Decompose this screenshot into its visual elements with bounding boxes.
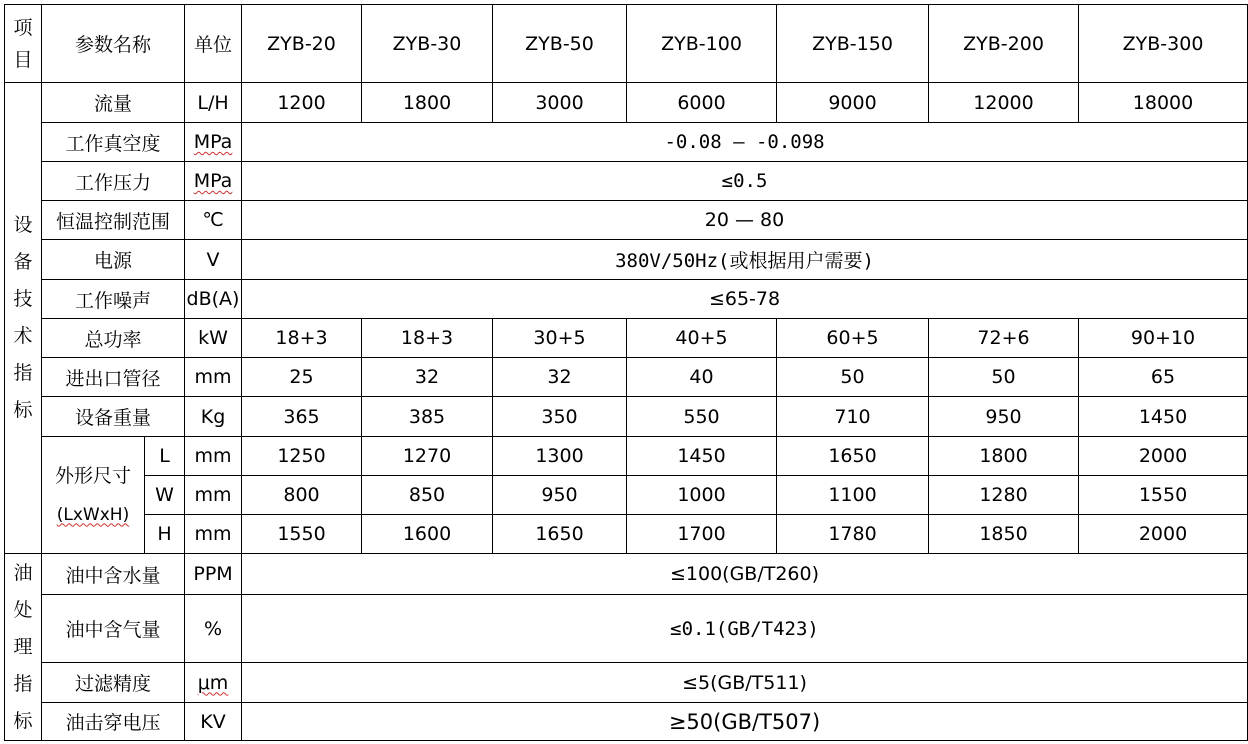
param-unit: PPM: [185, 554, 242, 595]
param-name: 工作压力: [42, 162, 185, 201]
value-cell: 18+3: [362, 319, 493, 358]
header-unit: 单位: [185, 5, 242, 83]
value-cell: 2000: [1079, 437, 1248, 476]
value-cell: 32: [493, 358, 627, 397]
param-name: 设备重量: [42, 397, 185, 437]
value-cell: 385: [362, 397, 493, 437]
value-cell: 50: [929, 358, 1079, 397]
value-cell: 12000: [929, 83, 1079, 123]
table-row: [5, 280, 1248, 319]
param-unit: KV: [185, 703, 242, 741]
param-unit: %: [185, 595, 242, 663]
param-name: 过滤精度: [42, 663, 185, 703]
value-cell: 1550: [1079, 476, 1248, 515]
value-cell: 710: [777, 397, 929, 437]
header-row: [5, 5, 1248, 83]
param-unit: mm: [185, 476, 242, 515]
table-row: [5, 201, 1248, 240]
value-cell: 1600: [362, 515, 493, 554]
value-cell: 1000: [627, 476, 777, 515]
value-cell: 3000: [493, 83, 627, 123]
dim-label: L: [145, 437, 185, 476]
value-cell: 1250: [242, 437, 362, 476]
value-cell: 40: [627, 358, 777, 397]
value-cell: 90+10: [1079, 319, 1248, 358]
table-row: [5, 162, 1248, 201]
value-cell: 72+6: [929, 319, 1079, 358]
param-unit: dB(A): [185, 280, 242, 319]
value-cell: 1780: [777, 515, 929, 554]
value-cell: 50: [777, 358, 929, 397]
table-row: [5, 595, 1248, 663]
value-cell: 1300: [493, 437, 627, 476]
param-name: 工作噪声: [42, 280, 185, 319]
param-name: 流量: [42, 83, 185, 123]
param-unit: μm: [185, 663, 242, 703]
param-name-dimensions: [42, 437, 145, 554]
value-cell: ≥50(GB/T507): [242, 703, 1248, 741]
spec-table: [4, 4, 1248, 741]
param-unit: mm: [185, 437, 242, 476]
header-model: ZYB-50: [493, 5, 627, 83]
table-row: [5, 554, 1248, 595]
dim-label: H: [145, 515, 185, 554]
value-cell: 950: [493, 476, 627, 515]
table-row: [5, 515, 1248, 554]
value-cell: 1650: [493, 515, 627, 554]
table-row: [5, 83, 1248, 123]
param-unit: mm: [185, 515, 242, 554]
value-cell: 800: [242, 476, 362, 515]
value-cell: 380V/50Hz(或根据用户需要): [242, 240, 1248, 280]
header-model: ZYB-20: [242, 5, 362, 83]
value-cell: 2000: [1079, 515, 1248, 554]
value-cell: ≤100(GB/T260): [242, 554, 1248, 595]
value-cell: 1700: [627, 515, 777, 554]
value-cell: 20 — 80: [242, 201, 1248, 240]
value-cell: ≤0.1(GB/T423): [242, 595, 1248, 663]
table-row: [5, 703, 1248, 741]
value-cell: ≤0.5: [242, 162, 1248, 201]
table-row: [5, 437, 1248, 476]
param-unit: ℃: [185, 201, 242, 240]
value-cell: 1270: [362, 437, 493, 476]
header-param: 参数名称: [42, 5, 185, 83]
dimensions-sub: (LxWxH): [56, 504, 130, 525]
table-row: [5, 319, 1248, 358]
group-oil: 油处理指标: [5, 554, 42, 741]
param-name: 油击穿电压: [42, 703, 185, 741]
param-unit: L/H: [185, 83, 242, 123]
value-cell: ≤5(GB/T511): [242, 663, 1248, 703]
param-unit: MPa: [185, 162, 242, 201]
value-cell: 40+5: [627, 319, 777, 358]
value-cell: 1800: [929, 437, 1079, 476]
value-cell: 850: [362, 476, 493, 515]
value-cell: 30+5: [493, 319, 627, 358]
table-row: [5, 663, 1248, 703]
header-model: ZYB-200: [929, 5, 1079, 83]
dimensions-label: 外形尺寸: [54, 464, 131, 487]
value-cell: 1850: [929, 515, 1079, 554]
param-name: 电源: [42, 240, 185, 280]
value-cell: 65: [1079, 358, 1248, 397]
param-name: 恒温控制范围: [42, 201, 185, 240]
table-row: [5, 358, 1248, 397]
param-unit: Kg: [185, 397, 242, 437]
value-cell: -0.08 — -0.098: [242, 123, 1248, 162]
table-row: [5, 123, 1248, 162]
value-cell: 32: [362, 358, 493, 397]
header-model: ZYB-300: [1079, 5, 1248, 83]
param-name: 油中含水量: [42, 554, 185, 595]
table-row: [5, 397, 1248, 437]
param-name: 总功率: [42, 319, 185, 358]
table-row: [5, 240, 1248, 280]
value-cell: 1450: [627, 437, 777, 476]
param-name: 工作真空度: [42, 123, 185, 162]
value-cell: 350: [493, 397, 627, 437]
value-cell: 950: [929, 397, 1079, 437]
param-unit: kW: [185, 319, 242, 358]
value-cell: 1450: [1079, 397, 1248, 437]
value-cell: 6000: [627, 83, 777, 123]
param-name: 油中含气量: [42, 595, 185, 663]
value-cell: 1280: [929, 476, 1079, 515]
dim-label: W: [145, 476, 185, 515]
param-unit: V: [185, 240, 242, 280]
header-item: 项目: [5, 5, 42, 83]
value-cell: 25: [242, 358, 362, 397]
value-cell: 1550: [242, 515, 362, 554]
param-name: 进出口管径: [42, 358, 185, 397]
value-cell: ≤65-78: [242, 280, 1248, 319]
value-cell: 550: [627, 397, 777, 437]
header-model: ZYB-150: [777, 5, 929, 83]
value-cell: 9000: [777, 83, 929, 123]
value-cell: 18000: [1079, 83, 1248, 123]
value-cell: 18+3: [242, 319, 362, 358]
header-model: ZYB-30: [362, 5, 493, 83]
group-equipment: 设备技术指标: [5, 83, 42, 554]
value-cell: 1650: [777, 437, 929, 476]
value-cell: 1800: [362, 83, 493, 123]
value-cell: 365: [242, 397, 362, 437]
value-cell: 1200: [242, 83, 362, 123]
param-unit: mm: [185, 358, 242, 397]
param-unit: MPa: [185, 123, 242, 162]
header-model: ZYB-100: [627, 5, 777, 83]
table-row: [5, 476, 1248, 515]
value-cell: 60+5: [777, 319, 929, 358]
value-cell: 1100: [777, 476, 929, 515]
